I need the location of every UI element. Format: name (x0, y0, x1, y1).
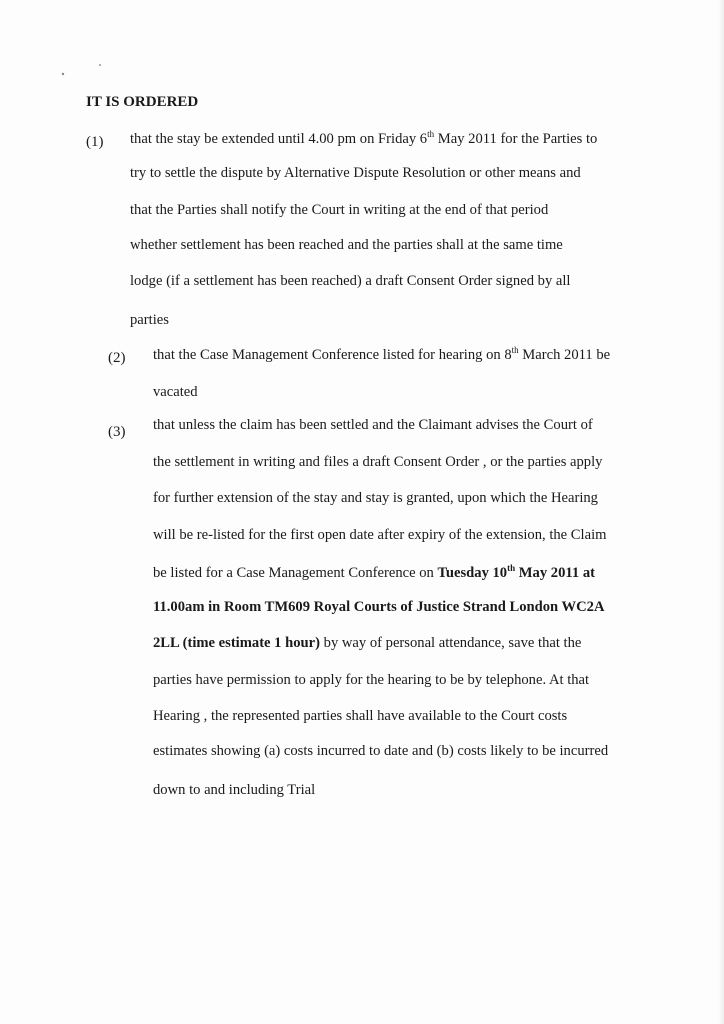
item-line: Hearing , the represented parties shall have available to the Court costs (153, 708, 568, 724)
item-line: parties (130, 312, 169, 328)
item-line: 11.00am in Room TM609 Royal Courts of Justice Strand London WC2A (153, 599, 605, 615)
item-line: estimates showing (a) costs incurred to date and (b) costs likely to be incurred (153, 743, 609, 759)
item-line: will be re-listed for the first open date after expiry of the extension, the Claim (153, 527, 607, 543)
item-line: the settlement in writing and files a draft Consent Order , or the parties apply (153, 454, 603, 470)
item-line: that unless the claim has been settled and the Claimant advises the Court of (153, 417, 593, 433)
item-line: lodge (if a settlement has been reached) a draft Consent Order signed by all (130, 273, 571, 289)
item-line: parties have permission to apply for the hearing to be by telephone. At that (153, 672, 590, 688)
item-number: (1) (86, 134, 104, 150)
item-line: down to and including Trial (153, 782, 316, 798)
item-line: vacated (153, 384, 198, 400)
item-line: try to settle the dispute by Alternative Dispute Resolution or other means and (130, 165, 581, 181)
item-line: 2LL (time estimate 1 hour) by way of personal attendance, save that the (153, 635, 582, 651)
item-line: that the Case Management Conference listed for hearing on 8th March 2011 be (153, 345, 611, 363)
item-number: (2) (108, 350, 126, 366)
item-line: whether settlement has been reached and the parties shall at the same time (130, 237, 563, 253)
scan-shadow (718, 0, 724, 1024)
order-heading: IT IS ORDERED (86, 94, 199, 110)
scan-specks (58, 62, 108, 82)
item-line: that the Parties shall notify the Court in writing at the end of that period (130, 202, 549, 218)
item-line: be listed for a Case Management Conference on Tuesday 10th May 2011 at (153, 563, 595, 581)
item-line: for further extension of the stay and stay is granted, upon which the Hearing (153, 490, 598, 506)
item-number: (3) (108, 424, 126, 440)
item-line: that the stay be extended until 4.00 pm on Friday 6th May 2011 for the Parties to (130, 129, 598, 147)
